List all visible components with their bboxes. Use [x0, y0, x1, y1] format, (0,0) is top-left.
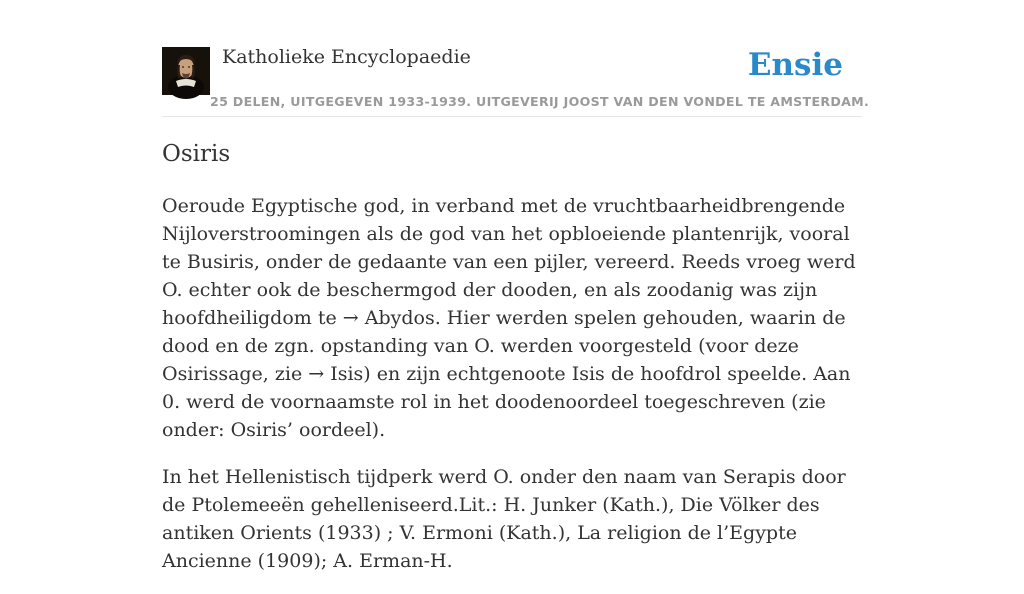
page — [162, 0, 870, 572]
portrait-avatar-icon[interactable] — [162, 47, 210, 95]
source-title[interactable]: Katholieke Encyclopaedie — [222, 46, 471, 68]
source-header — [162, 0, 870, 117]
article-body — [162, 192, 862, 594]
article-paragraph: In het Hellenistisch tijdperk werd O. onder den naam van Serapis door de Ptolemeeën gehelleniseerd.Lit.: H. Junker (Kath.), Die Völker des antiken Orients (1933) ; V. Ermoni (Kath.), La religion de l’Egypte Ancienne (1909); A. Erman-H. — [162, 466, 846, 572]
brand-logo[interactable]: Ensie — [747, 47, 843, 83]
article-paragraph: Oeroude Egyptische god, in verband met de vruchtbaarheidbrengende Nijloverstroomingen als de god van het opbloeiende plantenrijk, vooral te Busiris, onder de gedaante van een pijler, vereerd. Reeds vroeg werd O. echter ook de beschermgod der dooden, en als zoodanig was zijn hoofdheiligdom te → Abydos. Hier werden spelen gehouden, waarin de dood en de zgn. opstanding van O. werden voorgesteld (voor deze Osirissage, zie → Isis) en zijn echtgenoote Isis de hoofdrol speelde. Aan 0. werd de voornaamste rol in het doodenoordeel toegeschreven (zie onder: Osiris’ oordeel). — [162, 195, 856, 441]
article-title: Osiris — [162, 141, 231, 167]
source-meta: 25 DELEN, UITGEGEVEN 1933-1939. UITGEVERIJ JOOST VAN DEN VONDEL TE AMSTERDAM. — [210, 94, 870, 109]
